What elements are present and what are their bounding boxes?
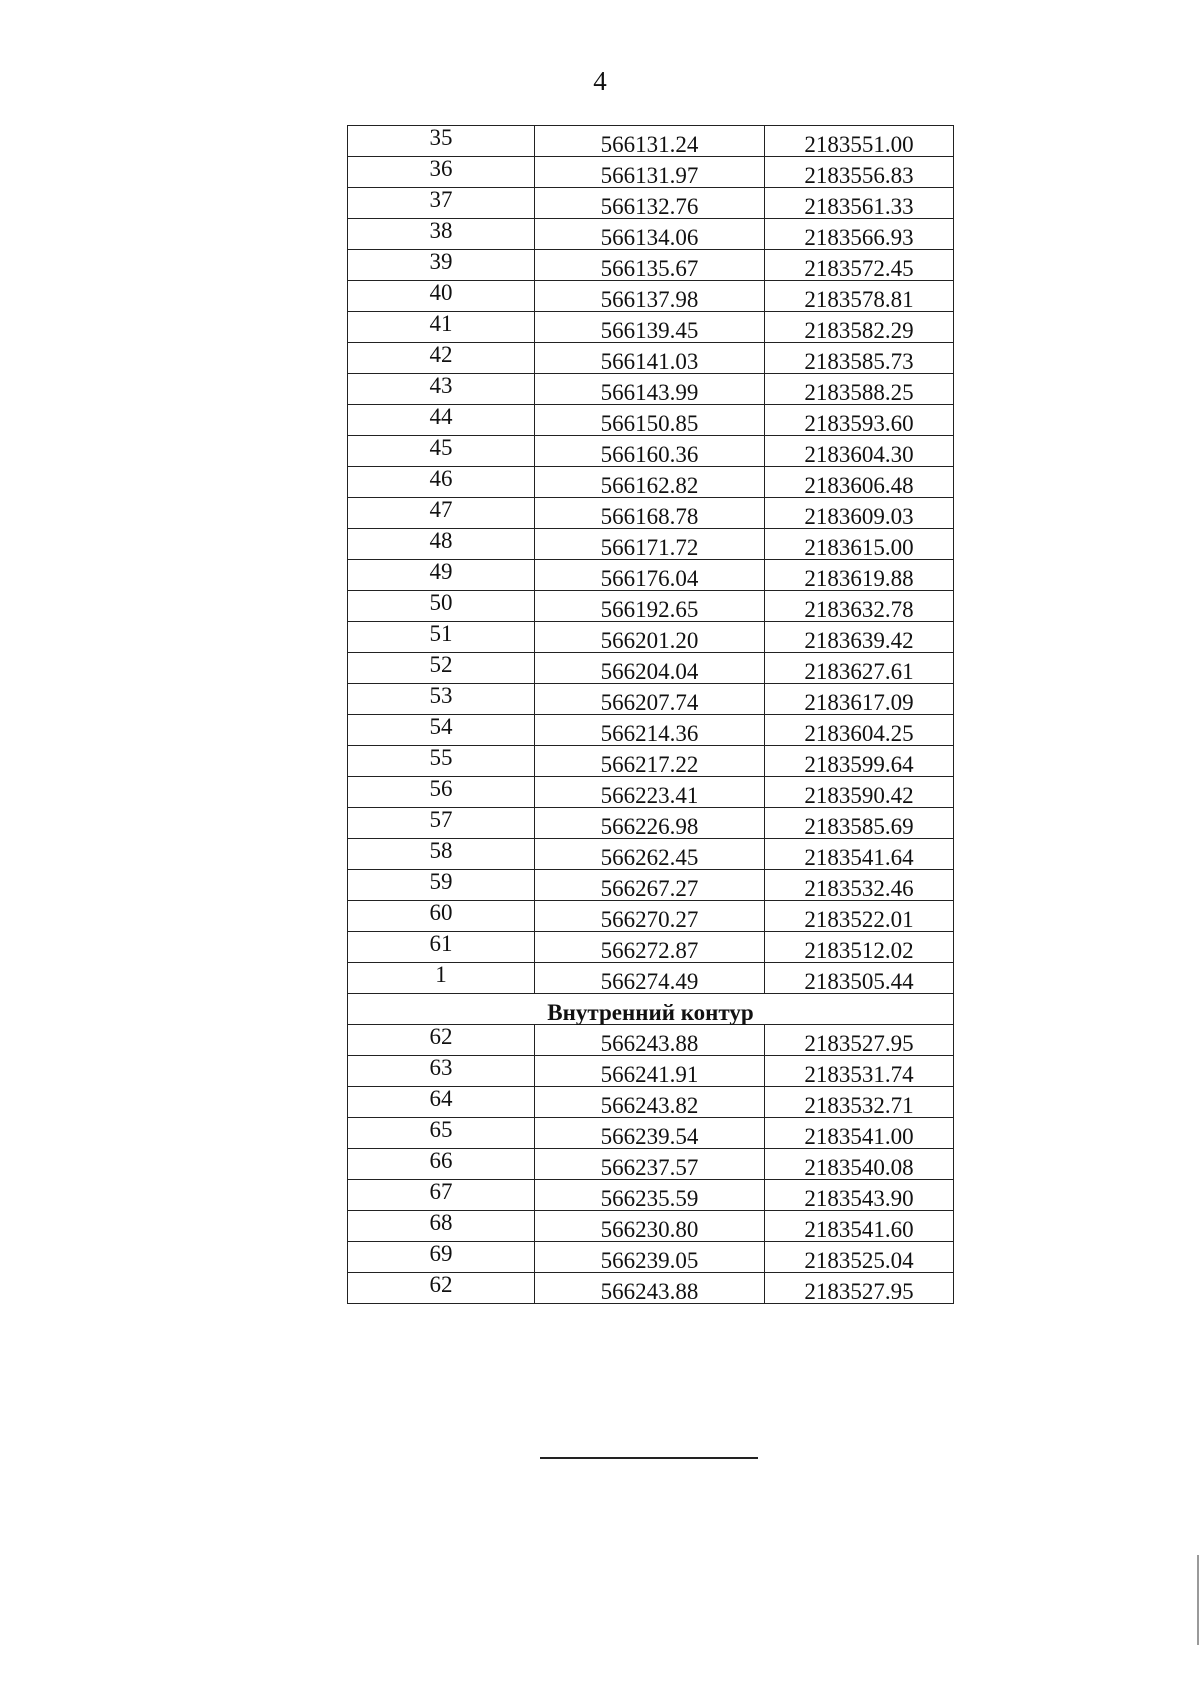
x-coordinate-cell: 566237.57 (535, 1149, 765, 1180)
x-coordinate-cell: 566204.04 (535, 653, 765, 684)
x-coordinate-cell: 566223.41 (535, 777, 765, 808)
coordinate-row (348, 1056, 954, 1087)
point-number-cell: 38 (348, 219, 535, 250)
y-coordinate-cell: 2183525.04 (765, 1242, 954, 1273)
point-number-cell: 45 (348, 436, 535, 467)
x-coordinate-cell: 566217.22 (535, 746, 765, 777)
x-coordinate-cell: 566201.20 (535, 622, 765, 653)
point-number-cell: 41 (348, 312, 535, 343)
coordinate-row (348, 250, 954, 281)
coordinate-row (348, 498, 954, 529)
x-coordinate-cell: 566230.80 (535, 1211, 765, 1242)
x-coordinate-cell: 566162.82 (535, 467, 765, 498)
coordinate-row (348, 1242, 954, 1273)
y-coordinate-cell: 2183639.42 (765, 622, 954, 653)
coordinate-row (348, 157, 954, 188)
x-coordinate-cell: 566131.97 (535, 157, 765, 188)
point-number-cell: 69 (348, 1242, 535, 1273)
y-coordinate-cell: 2183632.78 (765, 591, 954, 622)
point-number-cell: 61 (348, 932, 535, 963)
point-number-cell: 51 (348, 622, 535, 653)
x-coordinate-cell: 566243.88 (535, 1025, 765, 1056)
y-coordinate-cell: 2183540.08 (765, 1149, 954, 1180)
x-coordinate-cell: 566141.03 (535, 343, 765, 374)
y-coordinate-cell: 2183556.83 (765, 157, 954, 188)
coordinate-row (348, 1273, 954, 1304)
y-coordinate-cell: 2183590.42 (765, 777, 954, 808)
x-coordinate-cell: 566243.88 (535, 1273, 765, 1304)
x-coordinate-cell: 566272.87 (535, 932, 765, 963)
x-coordinate-cell: 566132.76 (535, 188, 765, 219)
x-coordinate-cell: 566192.65 (535, 591, 765, 622)
point-number-cell: 50 (348, 591, 535, 622)
point-number-cell: 36 (348, 157, 535, 188)
x-coordinate-cell: 566139.45 (535, 312, 765, 343)
point-number-cell: 52 (348, 653, 535, 684)
point-number-cell: 66 (348, 1149, 535, 1180)
y-coordinate-cell: 2183527.95 (765, 1273, 954, 1304)
x-coordinate-cell: 566134.06 (535, 219, 765, 250)
x-coordinate-cell: 566274.49 (535, 963, 765, 994)
coordinate-row (348, 126, 954, 157)
coordinate-row (348, 529, 954, 560)
point-number-cell: 67 (348, 1180, 535, 1211)
y-coordinate-cell: 2183585.73 (765, 343, 954, 374)
x-coordinate-cell: 566137.98 (535, 281, 765, 312)
y-coordinate-cell: 2183572.45 (765, 250, 954, 281)
x-coordinate-cell: 566262.45 (535, 839, 765, 870)
point-number-cell: 53 (348, 684, 535, 715)
coordinate-row (348, 777, 954, 808)
coordinate-row (348, 374, 954, 405)
y-coordinate-cell: 2183619.88 (765, 560, 954, 591)
y-coordinate-cell: 2183532.71 (765, 1087, 954, 1118)
coordinate-row (348, 312, 954, 343)
x-coordinate-cell: 566239.05 (535, 1242, 765, 1273)
y-coordinate-cell: 2183582.29 (765, 312, 954, 343)
coordinate-row (348, 808, 954, 839)
coordinates-table-body (348, 126, 954, 1304)
x-coordinate-cell: 566226.98 (535, 808, 765, 839)
point-number-cell: 46 (348, 467, 535, 498)
coordinate-row (348, 343, 954, 374)
y-coordinate-cell: 2183604.25 (765, 715, 954, 746)
coordinate-row (348, 1180, 954, 1211)
point-number-cell: 68 (348, 1211, 535, 1242)
coordinates-table (347, 125, 954, 1304)
coordinate-row (348, 405, 954, 436)
x-coordinate-cell: 566168.78 (535, 498, 765, 529)
coordinate-row (348, 1118, 954, 1149)
point-number-cell: 48 (348, 529, 535, 560)
coordinate-row (348, 622, 954, 653)
point-number-cell: 62 (348, 1025, 535, 1056)
coordinate-row (348, 870, 954, 901)
coordinate-row (348, 281, 954, 312)
point-number-cell: 1 (348, 963, 535, 994)
x-coordinate-cell: 566131.24 (535, 126, 765, 157)
y-coordinate-cell: 2183615.00 (765, 529, 954, 560)
y-coordinate-cell: 2183606.48 (765, 467, 954, 498)
y-coordinate-cell: 2183532.46 (765, 870, 954, 901)
x-coordinate-cell: 566235.59 (535, 1180, 765, 1211)
y-coordinate-cell: 2183522.01 (765, 901, 954, 932)
point-number-cell: 56 (348, 777, 535, 808)
coordinate-row (348, 653, 954, 684)
point-number-cell: 43 (348, 374, 535, 405)
y-coordinate-cell: 2183541.60 (765, 1211, 954, 1242)
coordinate-row (348, 219, 954, 250)
point-number-cell: 40 (348, 281, 535, 312)
x-coordinate-cell: 566143.99 (535, 374, 765, 405)
coordinate-row (348, 901, 954, 932)
x-coordinate-cell: 566207.74 (535, 684, 765, 715)
y-coordinate-cell: 2183512.02 (765, 932, 954, 963)
coordinate-row (348, 436, 954, 467)
x-coordinate-cell: 566171.72 (535, 529, 765, 560)
page-number: 4 (593, 66, 607, 96)
end-rule (540, 1457, 758, 1459)
y-coordinate-cell: 2183543.90 (765, 1180, 954, 1211)
y-coordinate-cell: 2183566.93 (765, 219, 954, 250)
point-number-cell: 63 (348, 1056, 535, 1087)
x-coordinate-cell: 566150.85 (535, 405, 765, 436)
point-number-cell: 64 (348, 1087, 535, 1118)
point-number-cell: 55 (348, 746, 535, 777)
y-coordinate-cell: 2183505.44 (765, 963, 954, 994)
point-number-cell: 44 (348, 405, 535, 436)
y-coordinate-cell: 2183541.00 (765, 1118, 954, 1149)
coordinate-row (348, 467, 954, 498)
x-coordinate-cell: 566176.04 (535, 560, 765, 591)
y-coordinate-cell: 2183627.61 (765, 653, 954, 684)
coordinate-row (348, 1211, 954, 1242)
y-coordinate-cell: 2183578.81 (765, 281, 954, 312)
point-number-cell: 37 (348, 188, 535, 219)
point-number-cell: 42 (348, 343, 535, 374)
coordinate-row (348, 684, 954, 715)
scan-edge-mark (1197, 1555, 1199, 1645)
y-coordinate-cell: 2183551.00 (765, 126, 954, 157)
coordinate-row (348, 963, 954, 994)
point-number-cell: 59 (348, 870, 535, 901)
coordinate-row (348, 1149, 954, 1180)
coordinate-row (348, 932, 954, 963)
coordinate-row (348, 188, 954, 219)
coordinate-row (348, 1025, 954, 1056)
y-coordinate-cell: 2183604.30 (765, 436, 954, 467)
y-coordinate-cell: 2183609.03 (765, 498, 954, 529)
inner-contour-header-row (348, 994, 954, 1025)
point-number-cell: 57 (348, 808, 535, 839)
coordinate-row (348, 715, 954, 746)
point-number-cell: 58 (348, 839, 535, 870)
y-coordinate-cell: 2183561.33 (765, 188, 954, 219)
x-coordinate-cell: 566243.82 (535, 1087, 765, 1118)
point-number-cell: 54 (348, 715, 535, 746)
point-number-cell: 49 (348, 560, 535, 591)
point-number-cell: 39 (348, 250, 535, 281)
coordinate-row (348, 591, 954, 622)
y-coordinate-cell: 2183617.09 (765, 684, 954, 715)
y-coordinate-cell: 2183593.60 (765, 405, 954, 436)
point-number-cell: 35 (348, 126, 535, 157)
x-coordinate-cell: 566160.36 (535, 436, 765, 467)
y-coordinate-cell: 2183588.25 (765, 374, 954, 405)
coordinate-row (348, 746, 954, 777)
coordinate-row (348, 1087, 954, 1118)
x-coordinate-cell: 566135.67 (535, 250, 765, 281)
x-coordinate-cell: 566241.91 (535, 1056, 765, 1087)
x-coordinate-cell: 566214.36 (535, 715, 765, 746)
x-coordinate-cell: 566267.27 (535, 870, 765, 901)
point-number-cell: 65 (348, 1118, 535, 1149)
point-number-cell: 47 (348, 498, 535, 529)
coordinate-row (348, 560, 954, 591)
coordinate-row (348, 839, 954, 870)
point-number-cell: 60 (348, 901, 535, 932)
point-number-cell: 62 (348, 1273, 535, 1304)
y-coordinate-cell: 2183541.64 (765, 839, 954, 870)
y-coordinate-cell: 2183585.69 (765, 808, 954, 839)
x-coordinate-cell: 566239.54 (535, 1118, 765, 1149)
y-coordinate-cell: 2183527.95 (765, 1025, 954, 1056)
inner-contour-title: Внутренний контур (348, 994, 954, 1025)
y-coordinate-cell: 2183531.74 (765, 1056, 954, 1087)
y-coordinate-cell: 2183599.64 (765, 746, 954, 777)
x-coordinate-cell: 566270.27 (535, 901, 765, 932)
